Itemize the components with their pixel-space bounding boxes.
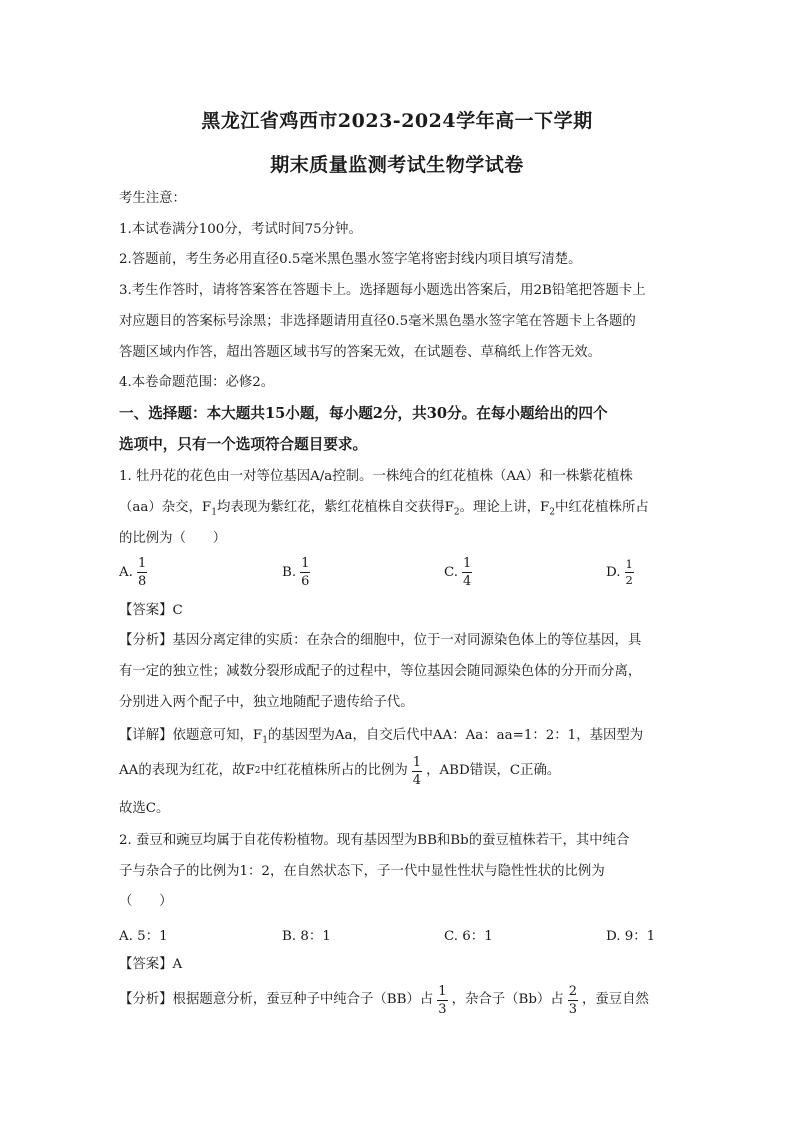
q1-analysis-line-2: 有一定的独立性；减数分裂形成配子的过程中，等位基因会随同源染色体的分开而分离，	[119, 664, 642, 679]
fraction-denominator: 2	[625, 573, 633, 587]
q1-option-a	[119, 556, 151, 589]
fraction-denominator: 3	[438, 1001, 447, 1017]
fraction	[462, 556, 472, 589]
q1-detail-line-2	[119, 754, 679, 788]
fraction-numerator: 2	[568, 983, 577, 999]
subscript: 2	[453, 507, 460, 518]
notice-item-3-line-1: 3.考生作答时，请将答案答在答题卡上。选择题每小题选出答案后，用2B铅笔把答题卡上	[119, 283, 646, 298]
fraction-numerator: 1	[438, 983, 447, 999]
option-label: B.	[282, 565, 297, 580]
q1-option-c	[444, 556, 476, 589]
q1-stem-text: 。理论上讲，F	[459, 500, 550, 515]
q1-stem-line-3: 的比例为（ ）	[119, 531, 227, 546]
q1-answer: 【答案】C	[119, 603, 183, 618]
q1-detail-text: 【详解】依题意可知，F	[119, 728, 263, 743]
q1-detail-line-1	[119, 726, 679, 751]
notice-heading: 考生注意：	[119, 191, 186, 206]
q1-stem-text: 中红花植株所占	[555, 500, 649, 515]
fraction-denominator: 4	[412, 772, 422, 788]
fraction-numerator: 1	[625, 557, 633, 571]
section-heading-line-2: 选项中，只有一个选项符合题目要求。	[119, 436, 368, 453]
subscript: 1	[211, 507, 217, 518]
option-label: D.	[606, 565, 621, 580]
notice-item-1: 1.本试卷满分100分，考试时间75分钟。	[119, 222, 362, 237]
q1-detail-text: 的基因型为Aa，自交后代中AA：Aa：aa=1：2：1，基因型为	[267, 728, 644, 743]
fraction-denominator: 4	[463, 574, 472, 589]
q1-analysis-line-1: 【分析】基因分离定律的实质：在杂合的细胞中，位于一对同源染色体上的等位基因，具	[119, 633, 642, 648]
fraction-numerator: 1	[301, 556, 310, 571]
q2-analysis-text: 【分析】根据题意分析，蚕豆种子中纯合子（BB）占	[119, 992, 434, 1007]
notice-item-3-line-2: 对应题目的答案标号涂黑；非选择题请用直径0.5毫米黑色墨水签字笔在答题卡上各题的	[119, 314, 636, 329]
subscript: 2	[549, 507, 555, 518]
fraction	[625, 558, 634, 587]
q1-stem-line-2	[119, 498, 679, 523]
q1-stem-line-1: 1. 牡丹花的花色由一对等位基因A/a控制。一株纯合的红花植株（AA）和一株紫花植株	[119, 469, 633, 484]
q2-stem-line-1: 2. 蚕豆和豌豆均属于自花传粉植物。现有基因型为BB和Bb的蚕豆植株若干，其中纯合	[119, 833, 630, 848]
notice-item-4: 4.本卷命题范围：必修2。	[119, 375, 275, 390]
fraction-denominator: 3	[568, 1001, 577, 1017]
option-label: A.	[119, 565, 133, 580]
notice-item-3-line-3: 答题区域内作答，超出答题区域书写的答案无效，在试题卷、草稿纸上作答无效。	[119, 345, 602, 360]
q1-detail-text: ，ABD错误，C正确。	[426, 763, 561, 778]
q2-option-b: B. 8：1	[282, 929, 331, 944]
subscript: 1	[262, 735, 268, 746]
fraction	[412, 755, 422, 788]
q2-analysis-text: ，蚕豆自然	[582, 992, 649, 1007]
q1-option-d	[606, 558, 638, 587]
fraction	[300, 556, 310, 589]
fraction-numerator: 1	[463, 556, 472, 571]
q1-option-b	[282, 556, 314, 589]
q2-option-c: C. 6：1	[444, 929, 493, 944]
subscript: 2	[254, 766, 261, 776]
fraction-denominator: 8	[137, 574, 147, 589]
q2-option-d: D. 9：1	[606, 929, 656, 944]
fraction-denominator: 6	[301, 574, 310, 589]
q1-detail-text: AA的表现为红花，故F	[119, 763, 255, 778]
fraction-numerator: 1	[137, 556, 147, 571]
q1-stem-text: 均表现为紫红花，紫红花植株自交获得F	[216, 500, 454, 515]
q2-stem-line-2: 子与杂合子的比例为1：2，在自然状态下，子一代中显性性状与隐性性状的比例为	[119, 864, 605, 879]
page-title: 黑龙江省鸡西市2023-2024学年高一下学期	[201, 110, 593, 132]
fraction	[137, 556, 147, 589]
q1-detail-text: 中红花植株所占的比例为	[260, 763, 408, 778]
page-subtitle: 期末质量监测考试生物学试卷	[270, 154, 524, 176]
fraction	[437, 984, 447, 1017]
q2-analysis-line-1	[119, 982, 679, 1018]
q1-conclusion: 故选C。	[119, 801, 170, 816]
q2-answer: 【答案】A	[119, 957, 183, 972]
q2-stem-line-3: （ ）	[119, 894, 173, 909]
fraction-numerator: 1	[412, 754, 422, 770]
fraction	[568, 984, 578, 1017]
notice-item-2: 2.答题前，考生务必用直径0.5毫米黑色墨水签字笔将密封线内项目填写清楚。	[119, 252, 582, 267]
section-heading-line-1: 一、选择题：本大题共15小题，每小题2分，共30分。在每小题给出的四个	[119, 405, 608, 422]
q2-option-a: A. 5：1	[119, 929, 168, 944]
q2-analysis-text: ，杂合子（Bb）占	[451, 992, 564, 1007]
q1-stem-text: （aa）杂交，F	[119, 500, 212, 515]
q1-analysis-line-3: 分别进入两个配子中，独立地随配子遗传给子代。	[119, 695, 414, 710]
option-label: C.	[444, 565, 459, 580]
